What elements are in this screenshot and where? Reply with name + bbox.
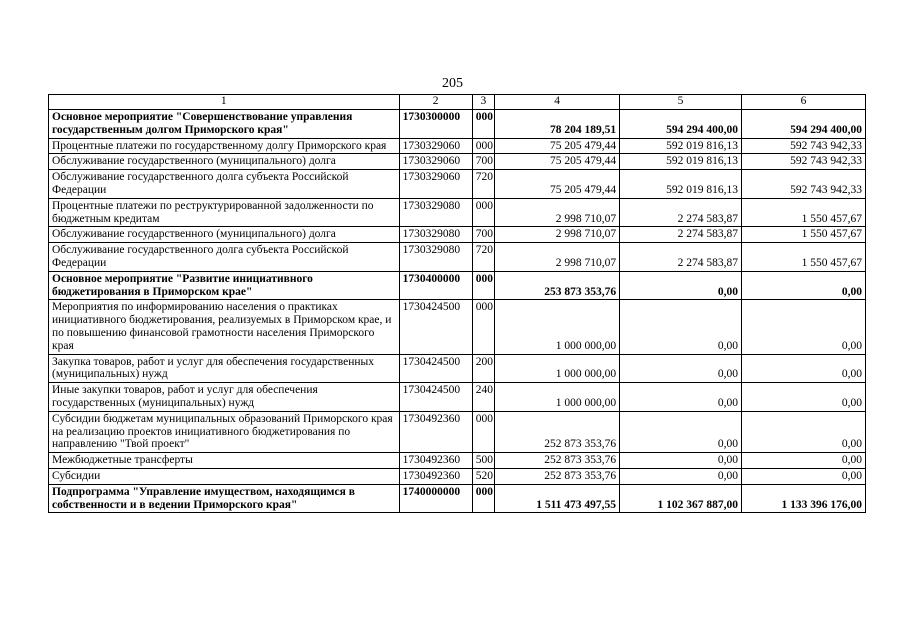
row-code-cell: 1730424500 xyxy=(399,300,472,354)
row-value-cell-6: 0,00 xyxy=(742,271,866,300)
row-value-cell-5: 0,00 xyxy=(620,300,742,354)
row-value-cell-6: 1 133 396 176,00 xyxy=(742,484,866,513)
row-type-cell: 000 xyxy=(472,138,494,154)
row-name-cell: Процентные платежи по реструктурированной задолженности по бюджетным кредитам xyxy=(49,198,400,227)
header-cell: 2 xyxy=(399,95,472,110)
row-value-cell-4: 2 998 710,07 xyxy=(495,227,620,243)
table-row xyxy=(49,110,866,139)
row-type-cell: 700 xyxy=(472,227,494,243)
row-value-cell-5: 1 102 367 887,00 xyxy=(620,484,742,513)
row-value-cell-6: 592 743 942,33 xyxy=(742,138,866,154)
row-type-cell: 240 xyxy=(472,383,494,412)
header-cell: 4 xyxy=(495,95,620,110)
row-name-cell: Основное мероприятие "Совершенствование управления государственным долгом Приморского края" xyxy=(49,110,400,139)
table-row xyxy=(49,227,866,243)
table-row xyxy=(49,154,866,170)
row-value-cell-4: 252 873 353,76 xyxy=(495,453,620,469)
row-type-cell: 000 xyxy=(472,110,494,139)
table-row xyxy=(49,484,866,513)
row-value-cell-4: 75 205 479,44 xyxy=(495,138,620,154)
table-row xyxy=(49,411,866,452)
table-row xyxy=(49,300,866,354)
row-value-cell-6: 0,00 xyxy=(742,453,866,469)
row-name-cell: Закупка товаров, работ и услуг для обеспечения государственных (муниципальных) нужд xyxy=(49,354,400,383)
row-code-cell: 1730329060 xyxy=(399,154,472,170)
row-type-cell: 720 xyxy=(472,170,494,199)
table-row xyxy=(49,271,866,300)
table-row xyxy=(49,453,866,469)
row-value-cell-6: 594 294 400,00 xyxy=(742,110,866,139)
budget-table xyxy=(48,94,866,513)
row-name-cell: Субсидии бюджетам муниципальных образований Приморского края на реализацию проектов инициативного бюджетирования по направлению "Твой проект" xyxy=(49,411,400,452)
row-value-cell-4: 78 204 189,51 xyxy=(495,110,620,139)
row-value-cell-5: 592 019 816,13 xyxy=(620,138,742,154)
row-name-cell: Обслуживание государственного (муниципального) долга xyxy=(49,227,400,243)
row-value-cell-5: 0,00 xyxy=(620,383,742,412)
row-value-cell-6: 1 550 457,67 xyxy=(742,198,866,227)
row-name-cell: Иные закупки товаров, работ и услуг для обеспечения государственных (муниципальных) нужд xyxy=(49,383,400,412)
row-name-cell: Обслуживание государственного долга субъекта Российской Федерации xyxy=(49,243,400,272)
row-code-cell: 1730492360 xyxy=(399,453,472,469)
row-value-cell-6: 0,00 xyxy=(742,468,866,484)
row-value-cell-5: 0,00 xyxy=(620,271,742,300)
header-cell: 6 xyxy=(742,95,866,110)
row-value-cell-5: 592 019 816,13 xyxy=(620,170,742,199)
row-value-cell-4: 253 873 353,76 xyxy=(495,271,620,300)
row-value-cell-6: 592 743 942,33 xyxy=(742,170,866,199)
row-value-cell-5: 2 274 583,87 xyxy=(620,198,742,227)
row-value-cell-4: 75 205 479,44 xyxy=(495,170,620,199)
row-code-cell: 1730329060 xyxy=(399,138,472,154)
header-cell: 3 xyxy=(472,95,494,110)
table-row xyxy=(49,383,866,412)
row-code-cell: 1730424500 xyxy=(399,354,472,383)
row-value-cell-4: 252 873 353,76 xyxy=(495,468,620,484)
row-code-cell: 1730492360 xyxy=(399,411,472,452)
row-type-cell: 520 xyxy=(472,468,494,484)
row-code-cell: 1740000000 xyxy=(399,484,472,513)
row-value-cell-6: 0,00 xyxy=(742,411,866,452)
row-value-cell-5: 0,00 xyxy=(620,411,742,452)
row-value-cell-5: 2 274 583,87 xyxy=(620,227,742,243)
table-row xyxy=(49,243,866,272)
row-name-cell: Основное мероприятие "Развитие инициативного бюджетирования в Приморском крае" xyxy=(49,271,400,300)
row-value-cell-5: 0,00 xyxy=(620,468,742,484)
row-value-cell-5: 592 019 816,13 xyxy=(620,154,742,170)
row-type-cell: 000 xyxy=(472,484,494,513)
row-name-cell: Мероприятия по информированию населения о практиках инициативного бюджетирования, реализуемых в Приморском крае, и по повышению финансовой грамотности населения Приморского края xyxy=(49,300,400,354)
row-value-cell-4: 2 998 710,07 xyxy=(495,198,620,227)
row-type-cell: 500 xyxy=(472,453,494,469)
row-code-cell: 1730424500 xyxy=(399,383,472,412)
header-cell: 1 xyxy=(49,95,400,110)
row-type-cell: 200 xyxy=(472,354,494,383)
row-name-cell: Обслуживание государственного долга субъекта Российской Федерации xyxy=(49,170,400,199)
header-cell: 5 xyxy=(620,95,742,110)
row-value-cell-4: 252 873 353,76 xyxy=(495,411,620,452)
row-type-cell: 000 xyxy=(472,271,494,300)
row-value-cell-4: 1 000 000,00 xyxy=(495,300,620,354)
row-code-cell: 1730492360 xyxy=(399,468,472,484)
row-value-cell-6: 0,00 xyxy=(742,383,866,412)
row-name-cell: Процентные платежи по государственному долгу Приморского края xyxy=(49,138,400,154)
row-type-cell: 000 xyxy=(472,411,494,452)
row-name-cell: Субсидии xyxy=(49,468,400,484)
row-type-cell: 000 xyxy=(472,198,494,227)
row-type-cell: 700 xyxy=(472,154,494,170)
row-type-cell: 720 xyxy=(472,243,494,272)
row-code-cell: 1730329080 xyxy=(399,198,472,227)
row-value-cell-6: 592 743 942,33 xyxy=(742,154,866,170)
row-code-cell: 1730329080 xyxy=(399,227,472,243)
row-code-cell: 1730300000 xyxy=(399,110,472,139)
row-value-cell-6: 1 550 457,67 xyxy=(742,227,866,243)
row-value-cell-6: 1 550 457,67 xyxy=(742,243,866,272)
table-row xyxy=(49,170,866,199)
row-type-cell: 000 xyxy=(472,300,494,354)
row-name-cell: Подпрограмма "Управление имуществом, находящимся в собственности и в ведении Приморского края" xyxy=(49,484,400,513)
row-value-cell-5: 0,00 xyxy=(620,354,742,383)
row-code-cell: 1730329080 xyxy=(399,243,472,272)
row-value-cell-5: 2 274 583,87 xyxy=(620,243,742,272)
page-number: 205 xyxy=(442,76,463,91)
row-name-cell: Обслуживание государственного (муниципального) долга xyxy=(49,154,400,170)
table-row xyxy=(49,468,866,484)
table-row xyxy=(49,198,866,227)
row-value-cell-6: 0,00 xyxy=(742,300,866,354)
row-value-cell-5: 594 294 400,00 xyxy=(620,110,742,139)
row-name-cell: Межбюджетные трансферты xyxy=(49,453,400,469)
row-value-cell-4: 1 000 000,00 xyxy=(495,354,620,383)
row-value-cell-4: 1 511 473 497,55 xyxy=(495,484,620,513)
row-value-cell-6: 0,00 xyxy=(742,354,866,383)
row-code-cell: 1730329060 xyxy=(399,170,472,199)
table-row xyxy=(49,138,866,154)
row-value-cell-4: 1 000 000,00 xyxy=(495,383,620,412)
row-value-cell-4: 2 998 710,07 xyxy=(495,243,620,272)
header-row xyxy=(49,95,866,110)
row-value-cell-4: 75 205 479,44 xyxy=(495,154,620,170)
row-value-cell-5: 0,00 xyxy=(620,453,742,469)
row-code-cell: 1730400000 xyxy=(399,271,472,300)
table-row xyxy=(49,354,866,383)
